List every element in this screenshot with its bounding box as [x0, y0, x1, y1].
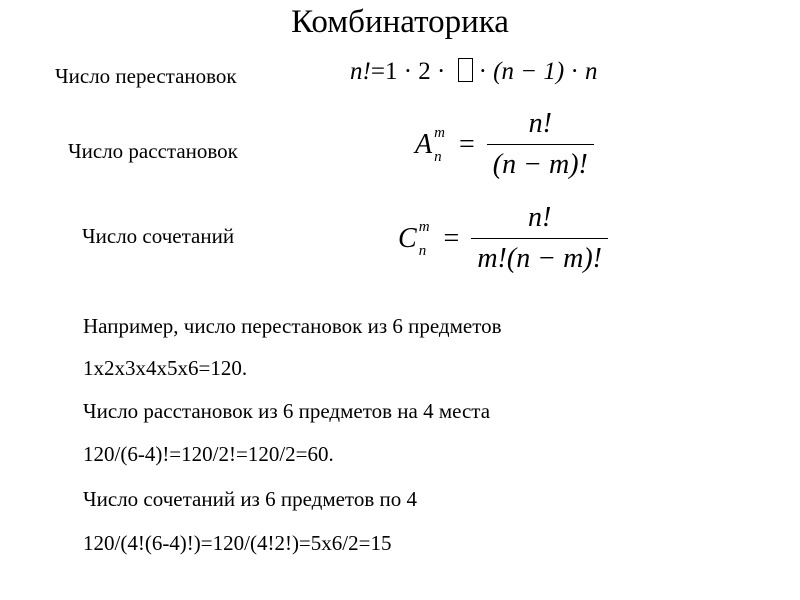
formula-term: (n − 1)	[493, 58, 565, 85]
formula-term: 1	[384, 58, 398, 85]
example-line: Число расстановок из 6 предметов на 4 места	[83, 399, 491, 423]
formula-superscript: m	[418, 218, 430, 235]
example-line: 120/(6-4)!=120/2!=120/2=60.	[83, 442, 334, 466]
formula-subscript: n	[418, 242, 427, 259]
fraction-denominator: (n − m)!	[487, 144, 594, 181]
arrangements-label: Число расстановок	[68, 139, 238, 163]
formula-subscript: n	[434, 148, 442, 165]
arrangements-formula	[415, 108, 594, 181]
formula-equals: =	[458, 128, 475, 160]
page-title: Комбинаторика	[291, 4, 509, 40]
combinations-formula	[398, 202, 608, 275]
formula-superscript: m	[434, 124, 445, 141]
permutations-formula: n!=1 · 2 · · (n − 1) · n	[350, 58, 598, 85]
formula-symbol: A	[415, 128, 433, 160]
formula-fraction	[471, 202, 608, 275]
formula-lhs: n!	[350, 58, 371, 85]
formula-equals: =	[370, 58, 385, 85]
formula-equals: =	[443, 222, 460, 254]
fraction-numerator: n!	[527, 202, 552, 233]
formula-term: n	[585, 58, 598, 85]
fraction-denominator: m!(n − m)!	[471, 238, 608, 275]
example-line: Число сочетаний из 6 предметов по 4	[83, 487, 417, 511]
formula-symbol: C	[398, 222, 417, 254]
formula-term: 2	[418, 58, 431, 85]
formula-fraction	[487, 108, 594, 181]
example-line: Например, число перестановок из 6 предметов	[83, 314, 502, 338]
permutations-label: Число перестановок	[55, 64, 237, 88]
fraction-numerator: n!	[528, 108, 552, 139]
example-line: 1х2х3х4х5х6=120.	[83, 356, 248, 380]
combinations-label: Число сочетаний	[82, 224, 235, 248]
missing-glyph-box	[458, 58, 473, 82]
example-line: 120/(4!(6-4)!)=120/(4!2!)=5х6/2=15	[83, 531, 392, 555]
